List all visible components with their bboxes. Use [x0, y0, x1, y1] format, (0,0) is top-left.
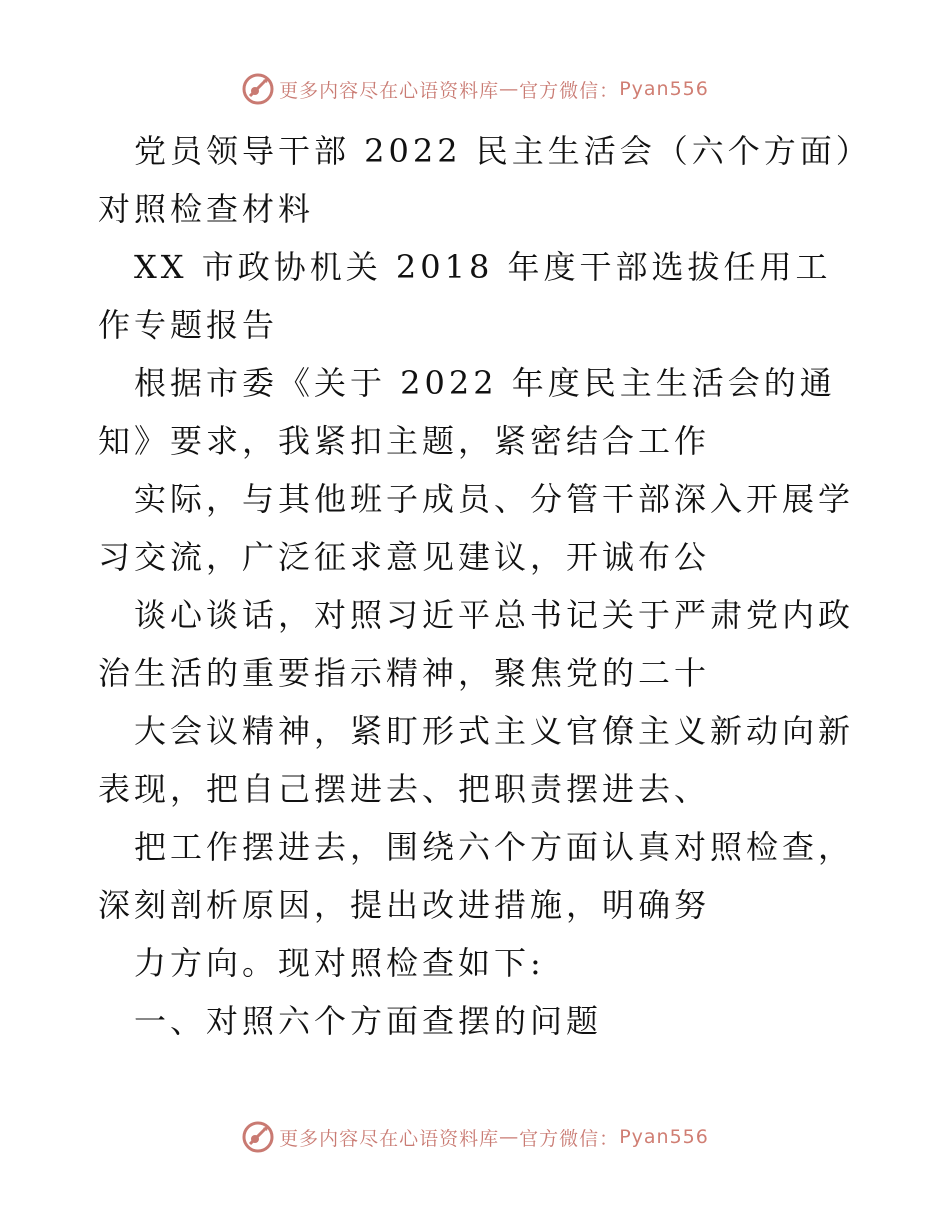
document-body	[98, 122, 858, 1050]
watermark-official-label: 官方微信：	[519, 79, 620, 102]
body-paragraph: 大会议精神，紧盯形式主义官僚主义新动向新表现，把自己摆进去、把职责摆进去、	[98, 712, 855, 808]
body-paragraph: 根据市委《关于 2022 年度民主生活会的通知》要求，我紧扣主题，紧密结合工作	[98, 364, 836, 460]
watermark-brand-text: 更多内容尽在心语资料库	[279, 1127, 500, 1150]
section-heading: 一、对照六个方面查摆的问题	[134, 1002, 603, 1040]
brand-logo-icon	[241, 1120, 275, 1154]
watermark-dash: —	[499, 1126, 520, 1148]
header-watermark	[0, 72, 950, 106]
watermark-wechat-handle: Pyan556	[619, 1126, 709, 1148]
watermark-dash: —	[499, 78, 520, 100]
watermark-wechat-handle: Pyan556	[619, 78, 709, 100]
body-paragraph: 把工作摆进去，围绕六个方面认真对照检查，深刻剖析原因，提出改进措施，明确努	[98, 828, 855, 924]
body-paragraph: 实际，与其他班子成员、分管干部深入开展学习交流，广泛征求意见建议，开诚布公	[98, 480, 855, 576]
watermark-official-label: 官方微信：	[519, 1127, 620, 1150]
watermark-brand-text: 更多内容尽在心语资料库	[279, 79, 500, 102]
document-subtitle: XX 市政协机关 2018 年度干部选拔任用工作专题报告	[98, 248, 832, 344]
document-title: 党员领导干部 2022 民主生活会（六个方面）对照检查材料	[98, 132, 856, 228]
footer-watermark	[0, 1120, 950, 1154]
body-paragraph: 力方向。现对照检查如下:	[134, 944, 545, 982]
body-paragraph: 谈心谈话，对照习近平总书记关于严肃党内政治生活的重要指示精神，聚焦党的二十	[98, 596, 855, 692]
brand-logo-icon	[241, 72, 275, 106]
